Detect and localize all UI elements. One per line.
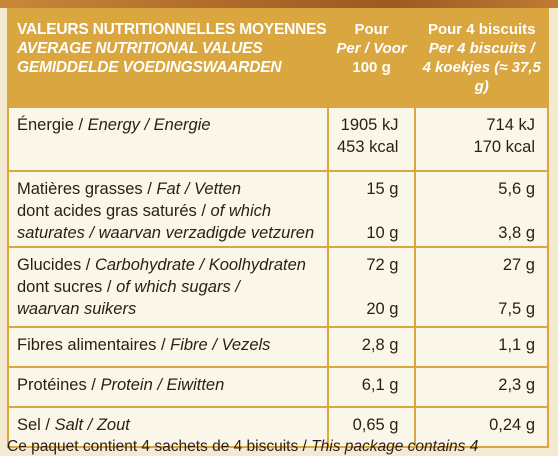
sat-label-en: of which: [210, 202, 272, 220]
energy-label: [8, 107, 328, 171]
carb-label-en: Carbohydrate: [94, 256, 195, 274]
title-fr: VALEURS NUTRITIONNELLES MOYENNES: [17, 21, 327, 38]
energy-label-nl: Energie: [153, 116, 211, 134]
header-row: [8, 9, 548, 107]
package-note-en: This package contains 4: [311, 438, 479, 455]
fat-label-nl: Vetten: [194, 180, 242, 198]
energy-4b-kcal: 170 kcal: [473, 138, 535, 156]
sat-label-en-nl: saturates / waarvan verzadigde vetzuren: [17, 224, 315, 242]
energy-4b-kj: 714 kJ: [486, 116, 535, 134]
table-row-energy: [8, 107, 548, 171]
energy-per-100g: [328, 107, 416, 171]
fibre-label-en: Fibre: [170, 336, 208, 354]
fibre-per-100g: 2,8 g: [328, 327, 416, 367]
energy-label-en: Energy: [87, 116, 140, 134]
col2-line3: 4 koekjes (≈ 37,5 g): [422, 59, 541, 95]
col1-line2: Per / Voor: [336, 40, 407, 57]
salt-per-4-biscuits: 0,24 g: [415, 407, 548, 447]
header-per-100g-cell: [328, 9, 416, 107]
fat-per-4-biscuits: [415, 171, 548, 247]
protein-label-fr: Protéines /: [17, 376, 101, 394]
header-per-4-biscuits-cell: [415, 9, 548, 107]
carb-label-fr: Glucides /: [17, 256, 95, 274]
salt-label-nl: Zout: [96, 416, 130, 434]
fibre-label-sep: /: [207, 336, 222, 354]
sat-4b: 3,8 g: [498, 224, 535, 242]
sat-label-fr: dont acides gras saturés /: [17, 202, 211, 220]
carb-label-nl: Koolhydraten: [208, 256, 306, 274]
fibre-label-nl: Vezels: [221, 336, 271, 354]
fibre-per-4-biscuits: 1,1 g: [415, 327, 548, 367]
protein-label-nl: Eiwitten: [166, 376, 225, 394]
energy-label-sep: /: [139, 116, 154, 134]
fat-per-100g: [328, 171, 416, 247]
table-row-fibre: [8, 327, 548, 367]
fat-4b: 5,6 g: [498, 180, 535, 198]
fat-label-fr: Matières grasses /: [17, 180, 157, 198]
title-en: AVERAGE NUTRITIONAL VALUES: [17, 40, 263, 57]
energy-100g-kj: 1905 kJ: [340, 116, 399, 134]
protein-per-4-biscuits: 2,3 g: [415, 367, 548, 407]
col2-line1: Pour 4 biscuits: [427, 21, 536, 38]
salt-per-100g: 0,65 g: [328, 407, 416, 447]
col1-line1: Pour: [354, 21, 389, 38]
energy-per-4-biscuits: [415, 107, 548, 171]
energy-label-fr: Énergie /: [17, 116, 88, 134]
carb-100g: 72 g: [366, 256, 399, 274]
fat-label: [8, 171, 328, 247]
sugar-4b: 7,5 g: [498, 300, 535, 318]
fat-100g: 15 g: [366, 180, 399, 198]
carb-4b: 27 g: [502, 256, 535, 274]
protein-label-en: Protein: [100, 376, 153, 394]
sugar-label-nl: waarvan suikers: [17, 300, 137, 318]
energy-100g-kcal: 453 kcal: [336, 138, 399, 156]
fat-label-en: Fat: [156, 180, 181, 198]
package-note-fr: Ce paquet contient 4 sachets de 4 biscuits /: [7, 438, 312, 455]
fibre-label: [8, 327, 328, 367]
carb-per-100g: [328, 247, 416, 327]
sat-100g: 10 g: [366, 224, 399, 242]
salt-label-en: Salt: [54, 416, 84, 434]
table-row-fat: [8, 171, 548, 247]
salt-label-sep: /: [83, 416, 97, 434]
protein-label: [8, 367, 328, 407]
sugar-100g: 20 g: [366, 300, 399, 318]
fibre-label-fr: Fibres alimentaires /: [17, 336, 171, 354]
title-nl: GEMIDDELDE VOEDINGSWAARDEN: [17, 59, 282, 76]
table-row-protein: [8, 367, 548, 407]
protein-per-100g: 6,1 g: [328, 367, 416, 407]
nutrition-table: [7, 8, 549, 448]
col2-line2: Per 4 biscuits /: [428, 40, 535, 57]
protein-label-sep: /: [152, 376, 167, 394]
carb-per-4-biscuits: [415, 247, 548, 327]
col1-line3: 100 g: [352, 59, 391, 76]
packaging-top-strip: [0, 0, 558, 8]
fat-label-sep: /: [180, 180, 194, 198]
salt-label-fr: Sel /: [17, 416, 55, 434]
sugar-label-fr: dont sucres /: [17, 278, 117, 296]
header-title-cell: [8, 9, 328, 107]
carb-label-sep: /: [194, 256, 209, 274]
carb-label: [8, 247, 328, 327]
package-note: [7, 438, 558, 456]
table-row-carbohydrate: [8, 247, 548, 327]
sugar-label-en: of which sugars /: [116, 278, 240, 296]
